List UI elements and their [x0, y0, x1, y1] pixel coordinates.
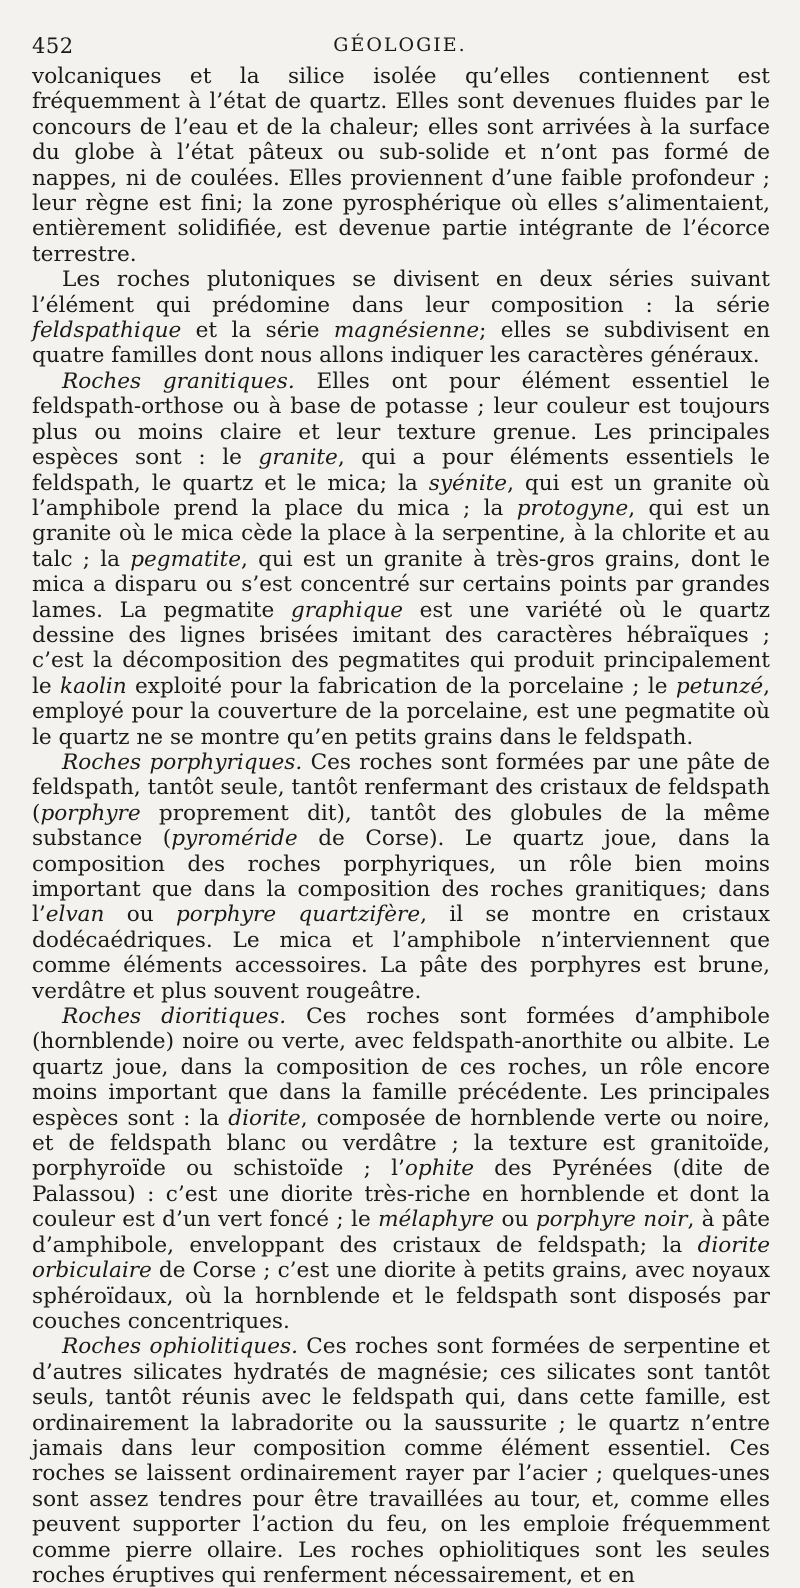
- text-run: ou: [494, 1207, 536, 1233]
- text-run: , employé pour la couverture de la porcelaine, est une pegmatite où le quartz ne se montre qu’en petits grains dans le feldspath.: [32, 673, 770, 750]
- text-run: de Corse). Le quartz joue, dans la composition des roches porphyriques, un rôle bien moins important que dans la composition des roches granitiques; dans l’: [32, 826, 770, 928]
- italic-term: mélaphyre: [378, 1207, 495, 1233]
- page-number: 452: [32, 34, 74, 58]
- text-run: de Corse ; c’est une diorite à petits grains, avec noyaux sphéroïdaux, où la hornblende et le feldspath sont disposés par couches concentriques.: [32, 1258, 770, 1334]
- text-run: , qui est un granite où l’amphibole prend la place du mica ; la: [32, 470, 770, 521]
- paragraph: [32, 267, 770, 369]
- text-run: , qui a pour éléments essentiels le feldspath, le quartz et le mica; la: [32, 445, 770, 496]
- italic-term: porphyre quartzifère: [175, 902, 421, 928]
- text-run: Ces roches sont formées de serpentine et d’autres silicates hydratés de magnésie; ces silicates sont tantôt seuls, tantôt réunis avec le feldspath qui, dans cette famille, est ordinairement la labradorite ou la saussurite ; le quartz n’entre jamais dans leur composition comme élément essentiel. Ces roches se laissent ordinairement rayer par l’acier ; quelques-unes sont assez tendres pour être travaillées au tour, et, comme elles peuvent supporter l’action du feu, on les emploie fréquemment comme pierre ollaire. Les roches ophiolitiques sont les seules roches éruptives qui renferment nécessairement, et en: [32, 1334, 770, 1588]
- italic-term: pyroméride: [171, 826, 298, 852]
- paragraph: [32, 369, 770, 750]
- text-run: Ces roches sont formées par une pâte de feldspath, tantôt seule, tantôt renfermant des cristaux de feldspath (: [32, 749, 771, 826]
- text-run: , il se montre en cristaux dodécaédriques. Le mica et l’amphibole n’interviennent que comme éléments accessoires. La pâte des porphyres est brune, verdâtre et plus souvent rougeâtre.: [32, 902, 771, 1004]
- paragraph: [32, 1334, 770, 1588]
- italic-term: Roches dioritiques.: [62, 1004, 287, 1030]
- italic-term: feldspathique: [32, 318, 182, 344]
- text-run: ; elles se subdivisent en quatre familles dont nous allons indiquer les caractères généraux.: [32, 318, 770, 369]
- text-run: des Pyrénées (dite de Palassou) : c’est une diorite très-riche en hornblende et dont la couleur est d’un vert foncé ; le: [32, 1156, 770, 1233]
- italic-term: pegmatite: [130, 546, 242, 572]
- italic-term: granite: [258, 445, 338, 471]
- italic-term: petunzé: [675, 673, 764, 699]
- italic-term: porphyre noir: [535, 1207, 688, 1233]
- paragraph: [32, 1004, 770, 1334]
- italic-term: diorite: [228, 1105, 301, 1131]
- page-header: [30, 34, 770, 64]
- italic-term: Roches ophiolitiques.: [62, 1334, 298, 1360]
- italic-term: diorite orbiculaire: [32, 1232, 770, 1284]
- text-run: Elles ont pour élément essentiel le feldspath-orthose ou à base de potasse ; leur couleur est toujours plus ou moins claire et leur texture grenue. Les principales espèces sont : le: [32, 368, 770, 471]
- text-run: est une variété où le quartz dessine des lignes brisées imitant des caractères hébraïques ; c’est la décomposition des pegmatites qui produit principalement le: [32, 597, 770, 699]
- italic-term: kaolin: [60, 673, 127, 699]
- text-run: et la série: [181, 318, 334, 344]
- italic-term: protogyne: [516, 495, 629, 521]
- text-run: Les roches plutoniques se divisent en deux séries suivant l’élément qui prédomine dans leur composition : la série: [32, 267, 770, 318]
- text-run: , qui est un granite à très-gros grains, dont le mica a disparu ou s’est concentré sur certains points par grandes lames. La pegmatite: [32, 546, 770, 623]
- running-title: GÉOLOGIE.: [333, 34, 467, 56]
- italic-term: porphyre: [40, 800, 141, 826]
- text-run: volcaniques et la silice isolée qu’elles contiennent est fréquemment à l’état de quartz. Elles sont devenues fluides par le concours de l’eau et de la chaleur; elles sont arrivées à la surface du globe à l’état pâteux ou sub-solide et n’ont pas formé de nappes, ni de coulées. Elles proviennent d’une faible profondeur ; leur règne est fini; la zone pyrosphérique où elles s’alimentaient, entièrement solidifiée, est devenue partie intégrante de l’écorce terrestre.: [32, 64, 770, 267]
- italic-term: ophite: [404, 1156, 474, 1182]
- italic-term: syénite: [428, 470, 508, 496]
- italic-term: graphique: [290, 597, 404, 623]
- text-run: Ces roches sont formées d’amphibole (hornblende) noire ou verte, avec feldspath-anorthite ou albite. Le quartz joue, dans la composition de ces roches, un rôle encore moins important que dans la famille précédente. Les principales espèces sont : la: [32, 1004, 770, 1131]
- text-run: proprement dit), tantôt des globules de la même substance (: [32, 800, 770, 852]
- text-run: , à pâte d’amphibole, enveloppant des cristaux de feldspath; la: [32, 1207, 771, 1258]
- paragraph: [32, 750, 770, 1004]
- text-run: ou: [104, 902, 176, 928]
- page-body: [32, 64, 770, 1588]
- paragraph: [32, 64, 770, 267]
- italic-term: Roches porphyriques.: [62, 749, 303, 775]
- text-run: , composée de hornblende verte ou noire, et de feldspath blanc ou verdâtre ; la texture est granitoïde, porphyroïde ou schistoïde ; l’: [32, 1105, 770, 1182]
- italic-term: Roches granitiques.: [62, 368, 295, 394]
- text-run: , qui est un granite où le mica cède la place à la serpentine, à la chlorite et au talc ; la: [32, 495, 770, 572]
- text-run: exploité pour la fabrication de la porcelaine ; le: [126, 673, 676, 699]
- italic-term: magnésienne: [333, 318, 480, 344]
- italic-term: elvan: [45, 902, 105, 928]
